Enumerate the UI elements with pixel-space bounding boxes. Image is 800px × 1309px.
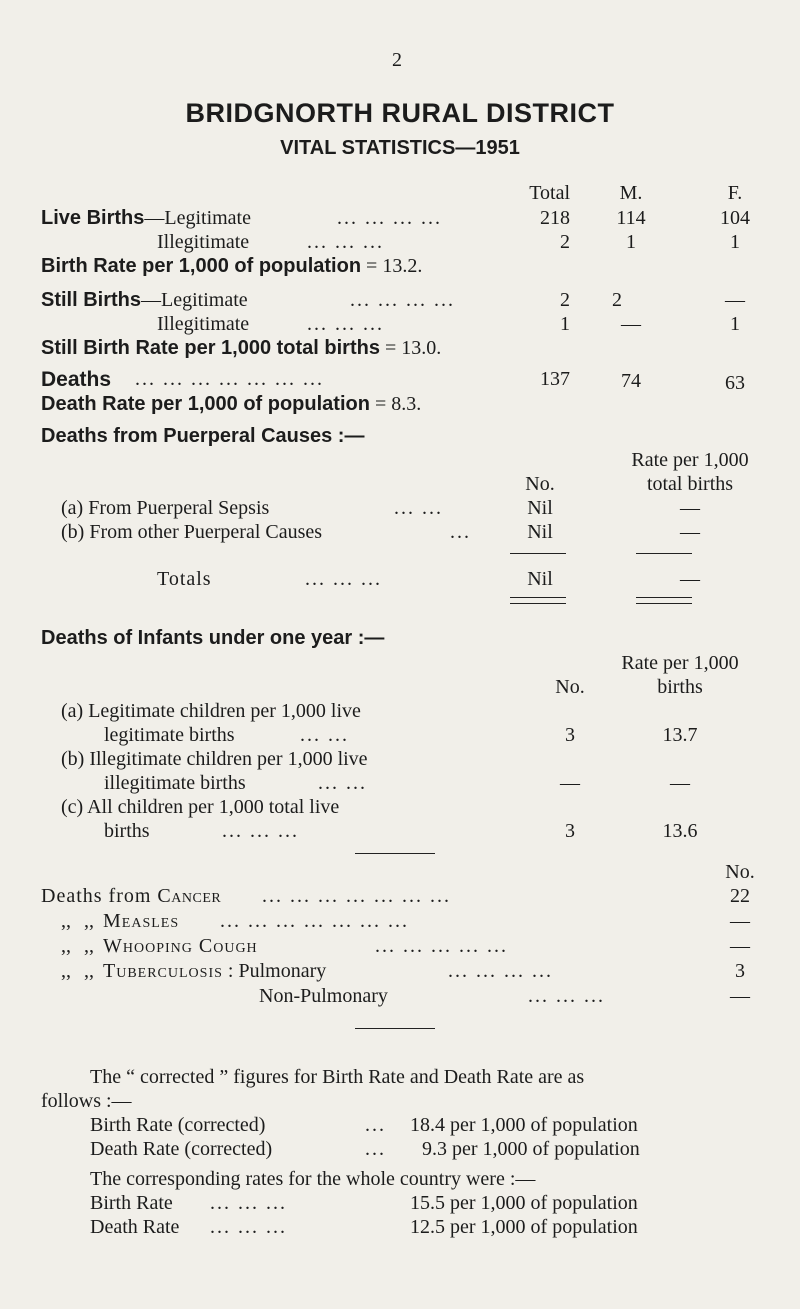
dot-leader: ...: [365, 1114, 386, 1136]
infants-c-no: 3: [565, 820, 575, 842]
dot-leader: ... ... ... ...: [337, 207, 442, 229]
infants-c-line1: (c) All children per 1,000 total live: [61, 796, 340, 818]
infants-rate-header-2: births: [657, 676, 703, 698]
dot-leader: ... ... ... ... ... ... ...: [220, 910, 409, 932]
col-total-header: Total: [529, 182, 570, 204]
still-births-legit-row: [41, 290, 248, 310]
corrected-birth-value: 18.4 per 1,000 of population: [410, 1114, 638, 1136]
puerperal-row-b-label: (b) From other Puerperal Causes: [61, 521, 323, 543]
rule: [510, 553, 566, 554]
dot-leader: ...: [450, 521, 471, 543]
causes-no-header: No.: [725, 861, 755, 883]
whooping-cough-no: —: [730, 935, 750, 957]
puerperal-row-b-rate: —: [680, 521, 700, 543]
dot-leader: ... ...: [394, 497, 443, 519]
legit-f: 104: [720, 207, 750, 229]
deaths-label: Deaths: [41, 368, 112, 391]
country-birth-label: Birth Rate: [90, 1192, 173, 1214]
still-illegit-f: 1: [730, 313, 740, 335]
ditto-mark: ,,: [84, 910, 94, 932]
dot-leader: ... ... ... ... ... ... ...: [135, 368, 324, 390]
corrected-intro-line1: The “ corrected ” figures for Birth Rate and Death Rate are as: [90, 1066, 585, 1088]
dot-leader: ... ... ...: [307, 231, 384, 253]
double-rule: [510, 597, 566, 604]
puerperal-totals-label: Totals: [157, 568, 212, 590]
puerperal-row-a-label: (a) From Puerperal Sepsis: [61, 497, 270, 519]
ditto-mark: ,,: [61, 960, 71, 982]
page-title: BRIDGNORTH RURAL DISTRICT: [185, 98, 615, 128]
dot-leader: ... ... ... ... ... ... ...: [262, 885, 451, 907]
still-legit-total: 2: [560, 289, 570, 311]
illegit-m: 1: [626, 231, 636, 253]
ditto-mark: ,,: [84, 935, 94, 957]
country-birth-value: 15.5 per 1,000 of population: [410, 1192, 638, 1214]
country-death-label: Death Rate: [90, 1216, 180, 1238]
infants-a-rate: 13.7: [662, 724, 698, 746]
birth-rate-label: Birth Rate per 1,000 of population: [41, 255, 362, 277]
dot-leader: ... ... ...: [528, 985, 605, 1007]
tb-pulmonary-no: 3: [735, 960, 745, 982]
still-legit-f: —: [725, 289, 745, 311]
dot-leader: ... ... ... ...: [448, 960, 553, 982]
rule: [636, 553, 692, 554]
puerperal-totals-rate: —: [680, 568, 700, 590]
dot-leader: ... ...: [300, 724, 349, 746]
puerperal-title: Deaths from Puerperal Causes :—: [41, 425, 365, 447]
dot-leader: ... ... ... ... ...: [375, 935, 508, 957]
live-births-legit-row: [41, 208, 251, 228]
ditto-mark: ,,: [84, 960, 94, 982]
whooping-cough-label: Whooping Cough: [103, 935, 258, 957]
still-births-label: Still Births: [41, 289, 142, 311]
puerperal-rate-header-1: Rate per 1,000: [631, 449, 749, 471]
puerperal-rate-header-2: total births: [646, 473, 734, 495]
double-rule: [636, 597, 692, 604]
dot-leader: ... ... ...: [210, 1216, 287, 1238]
cancer-label: Cancer: [157, 885, 222, 907]
still-legit-m: 2: [612, 289, 622, 311]
measles-label: Measles: [103, 910, 180, 932]
country-death-value: 12.5 per 1,000 of population: [410, 1216, 638, 1238]
deaths-m: 74: [621, 370, 641, 392]
ditto-mark: ,,: [61, 935, 71, 957]
infants-title: Deaths of Infants under one year :—: [41, 627, 385, 649]
infants-c-line2: births: [104, 820, 150, 842]
infants-rate-header-1: Rate per 1,000: [621, 652, 739, 674]
infants-b-rate: —: [670, 772, 690, 794]
death-rate-label: Death Rate per 1,000 of population: [41, 393, 370, 415]
infants-b-line1: (b) Illegitimate children per 1,000 live: [61, 748, 368, 770]
illegit-total: 2: [560, 231, 570, 253]
measles-no: —: [730, 910, 750, 932]
death-rate-value: = 8.3.: [374, 393, 422, 415]
corrected-birth-label: Birth Rate (corrected): [90, 1114, 266, 1136]
dot-leader: ... ... ... ...: [350, 289, 455, 311]
dot-leader: ...: [365, 1138, 386, 1160]
puerperal-totals-no: Nil: [527, 568, 553, 590]
tb-non-pulmonary-no: —: [730, 985, 750, 1007]
section-divider: [355, 853, 435, 854]
infants-no-header: No.: [555, 676, 585, 698]
illegit-f: 1: [730, 231, 740, 253]
col-f-header: F.: [727, 182, 743, 204]
cancer-row: [41, 886, 221, 906]
still-rate-value: = 13.0.: [384, 337, 442, 359]
still-legit-label: —Legitimate: [141, 289, 248, 311]
dot-leader: ... ...: [318, 772, 367, 794]
deaths-from-label: Deaths from: [41, 885, 152, 907]
death-rate-row: [41, 394, 421, 414]
measles-row: [61, 911, 179, 931]
still-illegit-m: —: [621, 313, 641, 335]
tb-pulmonary-label: : Pulmonary: [227, 960, 327, 982]
live-births-label: Live Births: [41, 207, 145, 229]
legit-m: 114: [616, 207, 646, 229]
infants-c-rate: 13.6: [662, 820, 698, 842]
still-birth-rate-row: [41, 338, 441, 358]
still-illegit-total: 1: [560, 313, 570, 335]
country-intro: The corresponding rates for the whole country were :—: [90, 1168, 536, 1190]
illegit-label: Illegitimate: [157, 231, 250, 253]
corrected-death-value: 9.3 per 1,000 of population: [422, 1138, 640, 1160]
page-number: 2: [392, 49, 402, 71]
page-subtitle: VITAL STATISTICS—1951: [280, 137, 520, 159]
legit-label: —Legitimate: [144, 207, 251, 229]
corrected-intro-line2: follows :—: [41, 1090, 132, 1112]
col-m-header: M.: [619, 182, 643, 204]
puerperal-no-header: No.: [525, 473, 555, 495]
still-rate-label: Still Birth Rate per 1,000 total births: [41, 337, 380, 359]
puerperal-row-b-no: Nil: [527, 521, 553, 543]
birth-rate-row: [41, 256, 422, 276]
cancer-no: 22: [730, 885, 750, 907]
deaths-total: 137: [540, 368, 570, 390]
infants-a-line2: legitimate births: [104, 724, 235, 746]
infants-b-line2: illegitimate births: [104, 772, 246, 794]
infants-a-no: 3: [565, 724, 575, 746]
legit-total: 218: [540, 207, 570, 229]
tb-non-pulmonary-label: Non-Pulmonary: [259, 985, 388, 1007]
dot-leader: ... ... ...: [307, 313, 384, 335]
tuberculosis-label: Tuberculosis: [103, 960, 223, 982]
dot-leader: ... ... ...: [305, 568, 382, 590]
infants-a-line1: (a) Legitimate children per 1,000 live: [61, 700, 361, 722]
ditto-mark: ,,: [61, 910, 71, 932]
puerperal-row-a-rate: —: [680, 497, 700, 519]
birth-rate-value: = 13.2.: [366, 255, 423, 277]
deaths-f: 63: [725, 372, 745, 394]
still-illegit-label: Illegitimate: [157, 313, 250, 335]
corrected-death-label: Death Rate (corrected): [90, 1138, 273, 1160]
section-divider: [355, 1028, 435, 1029]
tb-pulmonary-row: [61, 961, 326, 981]
infants-b-no: —: [560, 772, 580, 794]
puerperal-row-a-no: Nil: [527, 497, 553, 519]
dot-leader: ... ... ...: [210, 1192, 287, 1214]
whooping-row: [61, 936, 258, 956]
dot-leader: ... ... ...: [222, 820, 299, 842]
